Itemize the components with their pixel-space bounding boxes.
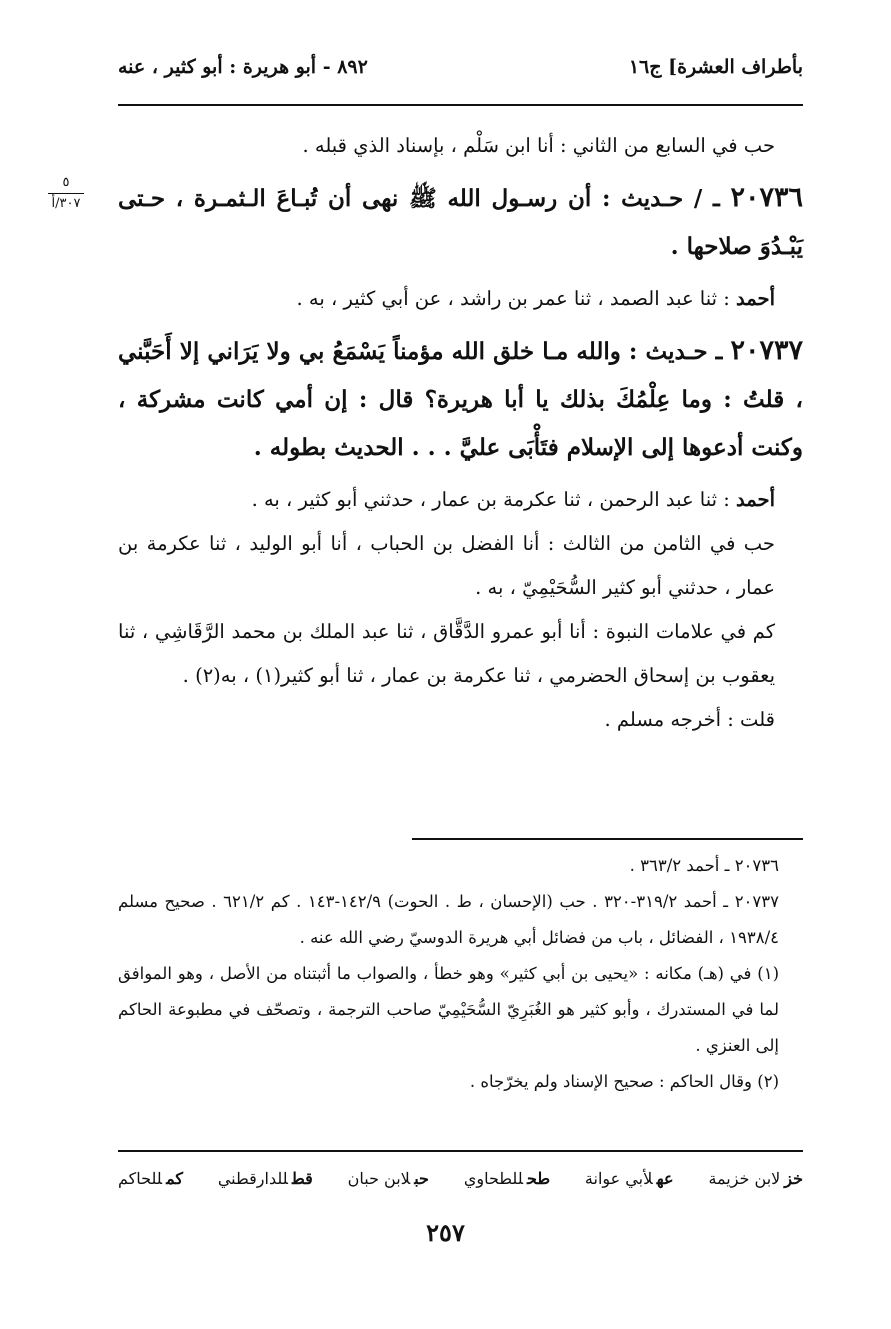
legend-item: خزلابن خزيمة: [708, 1168, 803, 1188]
folio-bottom: ٣٠٧/أ: [51, 196, 81, 211]
legend-rule: [118, 1150, 803, 1152]
legend-item: طحللطحاوي: [463, 1168, 551, 1188]
hadith-number: ٢٠٧٣٦: [730, 182, 803, 213]
book-title: بأطراف العشرة] ج١٦: [628, 56, 803, 78]
hadith-text: ـ حـديث : والله مـا خلق الله مؤمناً يَسْمَعُ بي ولا يَرَاني إلا أَحَبَّني ، قلتُ : وما عِلْمُكَ بذلك يا أبا هريرة؟ قال : إن أمي كانت مشركة ، وكنت أدعوها إلى الإسلام فتَأْبَى عليَّ . . . الحديث بطوله .: [118, 338, 803, 461]
main-text: [118, 124, 803, 742]
legend-item: كمللحاكم: [118, 1168, 183, 1188]
legend-item: عهلأبي عوانة: [584, 1168, 674, 1188]
header-rule: [118, 104, 803, 106]
footnote-1: (١) في (هـ) مكانه : «يحيى بن أبي كثير» وهو خطأ ، والصواب ما أثبتناه من الأصل ، وهو الموافق لما في المستدرك ، وأبو كثير هو الغُبَرِيّ السُّحَيْمِيّ صاحب الترجمة ، وتصحّف في مطبوعة الحاكم إلى العنزي .: [118, 964, 779, 1055]
legend-item: قطللدارقطني: [217, 1168, 313, 1188]
footnote-20736: ٢٠٧٣٦ ـ أحمد ٣٦٣/٢ .: [629, 856, 779, 875]
folio-divider: [48, 193, 84, 194]
paragraph-ahmad-1: [118, 277, 803, 321]
legend-item: حبلابن حبان: [347, 1168, 429, 1188]
hadith-20736: [118, 174, 803, 271]
paragraph-conclusion: قلت : أخرجه مسلم .: [604, 708, 775, 731]
page-number: ٢٥٧: [426, 1218, 465, 1247]
source-abbr: أحمد: [736, 287, 775, 310]
hadith-20737: [118, 327, 803, 472]
hadith-text: ـ / حـديث : أن رسـول الله ﷺ نهى أن تُبـاعَ الـثمـرة ، حـتى يَبْـدُوَ صلاحها .: [118, 185, 803, 260]
manuscript-folio-note: [40, 174, 92, 213]
hadith-number: ٢٠٧٣٧: [730, 335, 803, 366]
isnad-text: : ثنا عبد الرحمن ، ثنا عكرمة بن عمار ، حدثني أبو كثير ، به .: [251, 488, 737, 511]
paragraph-hibban-2: حب في الثامن من الثالث : أنا الفضل بن الحباب ، أنا أبو الوليد ، ثنا عكرمة بن عمار ، حدثني أبو كثير السُّحَيْمِيّ ، به .: [118, 532, 775, 599]
footnotes: [118, 848, 803, 1100]
abbreviation-legend: [118, 1160, 803, 1196]
running-header: [118, 56, 803, 90]
footnote-2: (٢) وقال الحاكم : صحيح الإسناد ولم يخرّجاه .: [469, 1072, 779, 1091]
paragraph-hibban-1: حب في السابع من الثاني : أنا ابن سَلْم ، بإسناد الذي قبله .: [302, 134, 775, 157]
section-title: ٨٩٢ - أبو هريرة : أبو كثير ، عنه: [118, 56, 368, 78]
paragraph-ahmad-2: [118, 478, 803, 522]
footnote-rule: [412, 838, 803, 840]
source-abbr: أحمد: [736, 488, 775, 511]
paragraph-hakim: كم في علامات النبوة : أنا أبو عمرو الدَّقَّاق ، ثنا عبد الملك بن محمد الرَّقَاشِي ، ثنا يعقوب بن إسحاق الحضرمي ، ثنا عكرمة بن عمار ، ثنا أبو كثير(١) ، به(٢) .: [118, 620, 775, 687]
footnote-20737: ٢٠٧٣٧ ـ أحمد ٣١٩/٢-٣٢٠ . حب (الإحسان ، ط . الحوت) ١٤٢/٩-١٤٣ . كم ٦٢١/٢ . صحيح مسلم ١٩٣٨/٤ ، الفضائل ، باب من فضائل أبي هريرة الدوسيّ رضي الله عنه .: [118, 892, 779, 947]
isnad-text: : ثنا عبد الصمد ، ثنا عمر بن راشد ، عن أبي كثير ، به .: [296, 287, 737, 310]
folio-top: ٥: [62, 175, 70, 190]
